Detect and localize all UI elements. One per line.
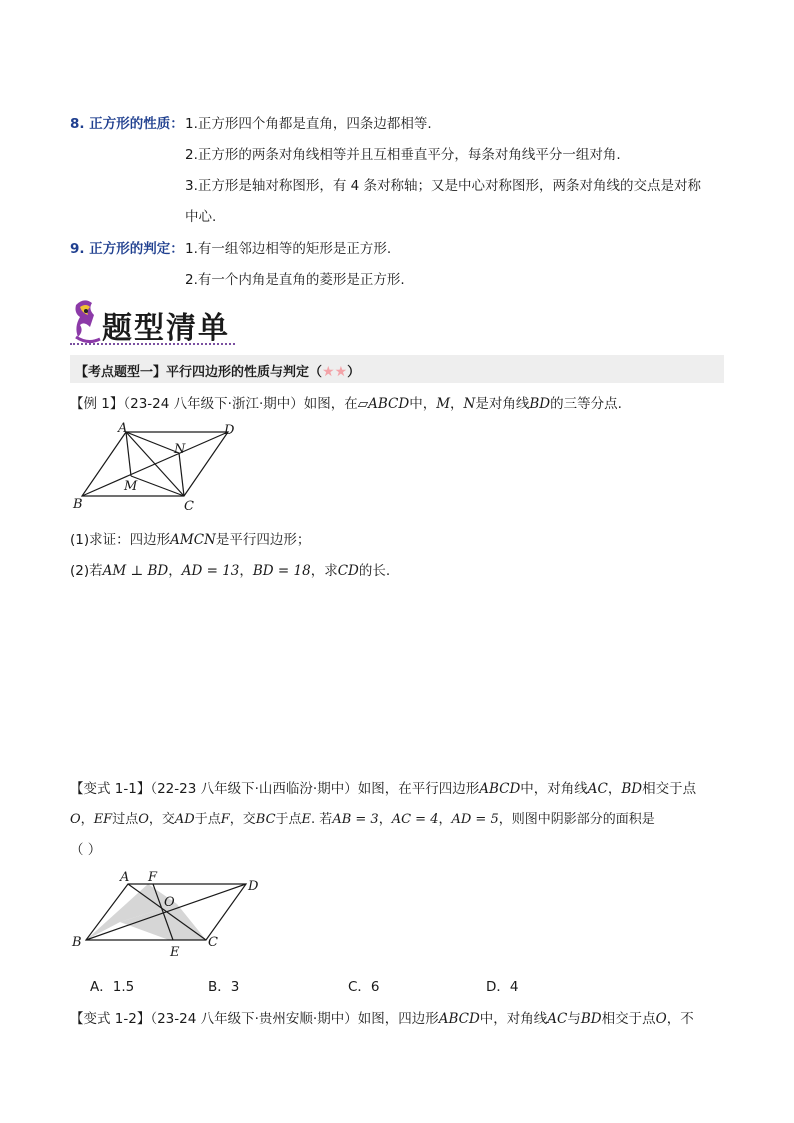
variant-1-1-line-2: O，EF过点O，交AD于点F，交BC于点E. 若AB = 3，AC = 4，AD = 5，则图中阴影部分的面积是 — [70, 812, 655, 827]
fig1-label-b: B — [73, 497, 83, 512]
example-1-question-2: (2)若AM ⊥ BD，AD = 13，BD = 18，求CD的长. — [70, 563, 391, 579]
section-9-label: 9. 正方形的判定： — [70, 241, 184, 257]
fig2-label-c: C — [208, 935, 218, 950]
fig1-label-a: A — [118, 421, 128, 436]
variant-1-1-line-1: 【变式 1-1】（22-23 八年级下·山西临汾·期中）如图，在平行四边形ABCD中，对角线AC，BD相交于点 — [70, 781, 697, 797]
banner-underline — [70, 343, 235, 345]
variant-1-2-line: 【变式 1-2】（23-24 八年级下·贵州安顺·期中）如图，四边形ABCD中，对角线AC与BD相交于点O，不 — [70, 1011, 694, 1027]
fig1-label-n: N — [174, 442, 186, 457]
fig1-label-d: D — [224, 423, 235, 438]
banner-title: 题型清单 — [102, 311, 230, 346]
variant-1-1-answer-blank: （ ） — [70, 842, 102, 858]
section-9-line-1: 1.有一组邻边相等的矩形是正方形. — [185, 241, 392, 257]
difficulty-stars: ★★ — [322, 364, 348, 380]
section-8-line-3b: 中心. — [185, 209, 217, 225]
fig1-label-m: M — [124, 479, 138, 494]
fig1-label-c: C — [184, 499, 194, 514]
option-a[interactable]: A．1.5 — [90, 979, 135, 995]
fig2-label-d: D — [248, 879, 259, 894]
example-1-line: 【例 1】（23-24 八年级下·浙江·期中）如图，在▱ABCD中，M，N是对角线BD的三等分点. — [70, 396, 622, 412]
option-d[interactable]: D．4 — [486, 979, 519, 995]
fig2-label-a: A — [120, 870, 130, 885]
section-8-label: 8. 正方形的性质： — [70, 116, 184, 132]
question-type-label: 【考点题型一】平行四边形的性质与判定（★★） — [75, 364, 361, 380]
section-8-line-3a: 3.正方形是轴对称图形，有 4 条对称轴；又是中心对称图形，两条对角线的交点是对称 — [185, 178, 702, 194]
section-8-line-2: 2.正方形的两条对角线相等并且互相垂直平分，每条对角线平分一组对角. — [185, 147, 621, 163]
section-9-line-2: 2.有一个内角是直角的菱形是正方形. — [185, 272, 405, 288]
option-c[interactable]: C．6 — [348, 979, 380, 995]
fig2-label-o: O — [164, 895, 175, 910]
fig2-label-e: E — [170, 945, 180, 960]
example-1-figure — [70, 420, 250, 515]
example-1-question-1: (1)求证：四边形AMCN是平行四边形； — [70, 532, 311, 548]
section-8-line-1: 1.正方形四个角都是直角，四条边都相等. — [185, 116, 432, 132]
variant-1-1-figure — [68, 866, 268, 962]
fig2-label-b: B — [72, 935, 82, 950]
fig2-label-f: F — [148, 870, 158, 885]
option-b[interactable]: B．3 — [208, 979, 240, 995]
